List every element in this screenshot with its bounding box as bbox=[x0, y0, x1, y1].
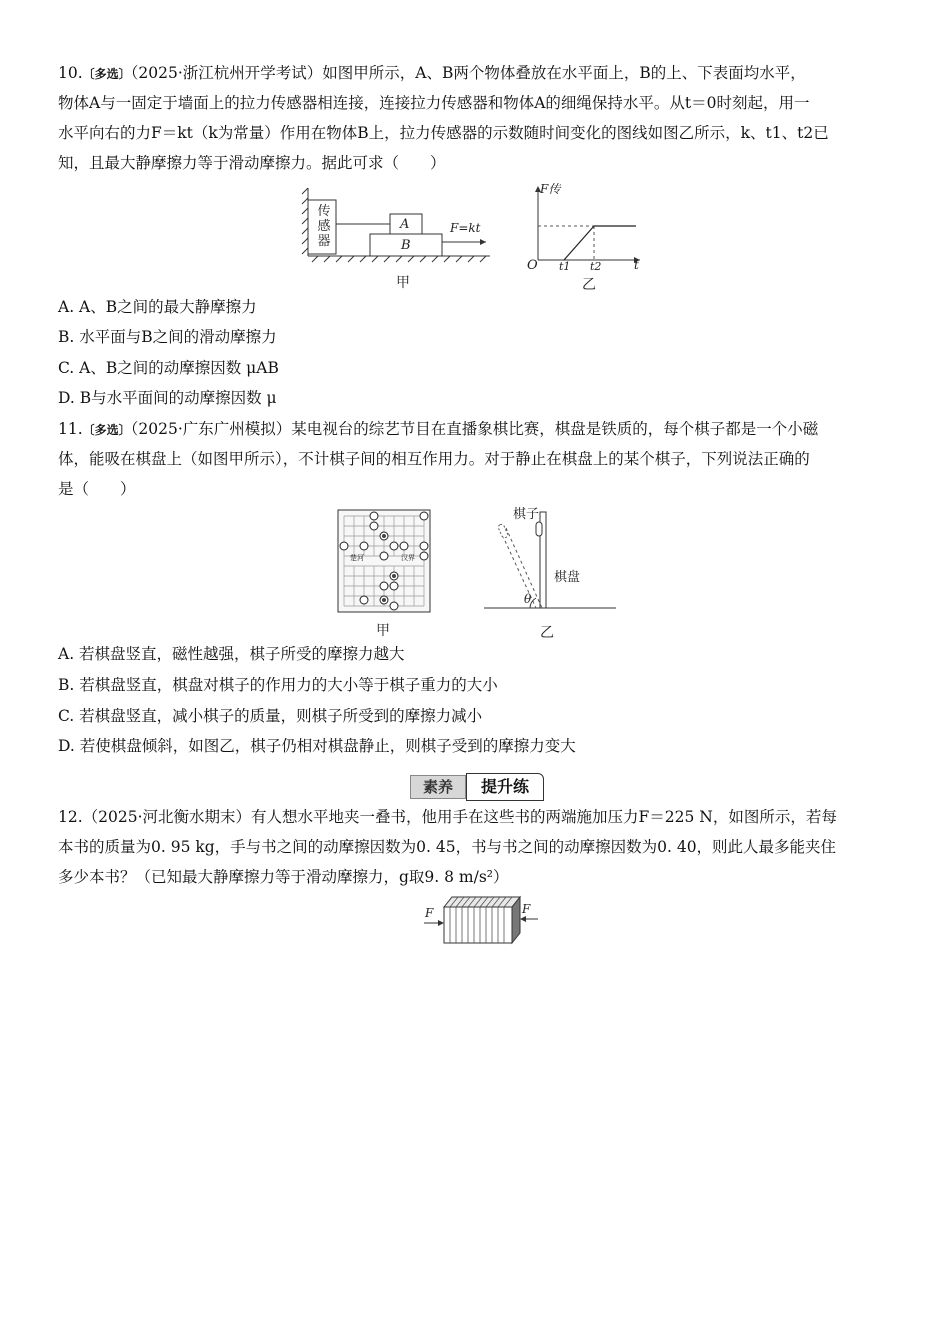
section-banner bbox=[410, 773, 545, 801]
banner-left-text: 素养 bbox=[410, 775, 466, 799]
q11-number: 11. bbox=[58, 420, 83, 438]
origin-label: O bbox=[527, 258, 538, 273]
q11-line-1 bbox=[58, 418, 818, 441]
chess-piece-side bbox=[536, 522, 542, 536]
tilted-piece bbox=[497, 523, 508, 538]
books-top bbox=[444, 897, 520, 907]
q10-option-a: A. A、B之间的最大静摩擦力 bbox=[58, 298, 257, 316]
piece-label: 棋子 bbox=[513, 507, 540, 522]
q10-tag: 〔多选〕 bbox=[82, 67, 131, 81]
q10-option-d: D. B与水平面间的动摩擦因数 μ bbox=[58, 389, 277, 407]
q11-figure-jia-chessboard bbox=[334, 508, 434, 616]
right-force-arrowhead bbox=[520, 916, 526, 922]
q10-line-4: 知，且最大静摩擦力等于滑动摩擦力。据此可求（ ） bbox=[58, 154, 446, 172]
q10-source: （2025·浙江杭州开学考试） bbox=[130, 64, 323, 82]
sensor-label: 传感器 bbox=[317, 204, 331, 249]
left-force-arrowhead bbox=[438, 920, 444, 926]
river-right-label: 汉界 bbox=[401, 554, 415, 562]
q10-line-2: 物体A与一固定于墙面上的拉力传感器相连接，连接拉力传感器和物体A的细绳保持水平。从t＝0时刻起，用一 bbox=[58, 94, 810, 112]
q11-line1-text: 某电视台的综艺节目在直播象棋比赛，棋盘是铁质的，每个棋子都是一个小磁 bbox=[291, 420, 819, 438]
angle-label: θ bbox=[524, 592, 532, 606]
block-b-label: B bbox=[401, 238, 411, 253]
q10-caption-yi: 乙 bbox=[582, 277, 596, 293]
rising-segment bbox=[564, 226, 594, 260]
block-a-label: A bbox=[400, 217, 410, 232]
t1-label: t1 bbox=[559, 260, 571, 273]
q10-option-b: B. 水平面与B之间的滑动摩擦力 bbox=[58, 328, 277, 346]
x-axis-label: t bbox=[634, 258, 639, 272]
q12-source: （2025·河北衡水期末） bbox=[82, 808, 252, 826]
force-left-label: F bbox=[425, 906, 434, 920]
q11-caption-yi: 乙 bbox=[540, 625, 554, 641]
force-right-label: F bbox=[522, 902, 531, 916]
board-label: 棋盘 bbox=[554, 570, 581, 585]
q11-option-c: C. 若棋盘竖直，减小棋子的质量，则棋子所受到的摩擦力减小 bbox=[58, 707, 483, 725]
q10-line-1 bbox=[58, 62, 806, 85]
q10-line1-text: 如图甲所示，A、B两个物体叠放在水平面上，B的上、下表面均水平， bbox=[322, 64, 806, 82]
force-arrowhead bbox=[480, 239, 486, 245]
q12-line-1 bbox=[58, 806, 837, 828]
q12-line-2: 本书的质量为0. 95 kg，手与书之间的动摩擦因数为0. 45，书与书之间的动摩擦因数为0. 40，则此人最多能夹住 bbox=[58, 838, 837, 856]
q11-option-a: A. 若棋盘竖直，磁性越强，棋子所受的摩擦力越大 bbox=[58, 645, 405, 663]
q12-number: 12. bbox=[58, 808, 83, 826]
q11-tag: 〔多选〕 bbox=[82, 423, 131, 437]
q12-line-3: 多少本书？（已知最大静摩擦力等于滑动摩擦力，g取9. 8 m/s²） bbox=[58, 868, 509, 886]
force-label: F=kt bbox=[450, 221, 481, 235]
y-axis-label: F传 bbox=[540, 182, 561, 196]
q11-option-b: B. 若棋盘竖直，棋盘对棋子的作用力的大小等于棋子重力的大小 bbox=[58, 676, 498, 694]
q10-caption-jia: 甲 bbox=[396, 275, 410, 291]
q10-number: 10. bbox=[58, 64, 83, 82]
banner-right-text: 提升练 bbox=[466, 773, 544, 801]
q11-source: （2025·广东广州模拟） bbox=[130, 420, 292, 438]
river-left-label: 楚河 bbox=[350, 554, 364, 562]
books-front bbox=[444, 907, 512, 943]
q11-line-3: 是（ ） bbox=[58, 480, 136, 498]
q11-caption-jia: 甲 bbox=[376, 623, 390, 639]
t2-label: t2 bbox=[590, 260, 602, 273]
q10-line-3: 水平向右的力F＝kt（k为常量）作用在物体B上，拉力传感器的示数随时间变化的图线如图乙所示，k、t1、t2已 bbox=[58, 124, 829, 142]
q11-option-d: D. 若使棋盘倾斜，如图乙，棋子仍相对棋盘静止，则棋子受到的摩擦力变大 bbox=[58, 737, 576, 755]
q11-figure-yi bbox=[482, 500, 622, 620]
q11-line-2: 体，能吸在棋盘上（如图甲所示），不计棋子间的相互作用力。对于静止在棋盘上的某个棋子，下列说法正确的 bbox=[58, 450, 810, 468]
q10-option-c: C. A、B之间的动摩擦因数 μAB bbox=[58, 359, 279, 377]
q12-line1-text: 有人想水平地夹一叠书，他用手在这些书的两端施加压力F＝225 N，如图所示，若每 bbox=[251, 808, 837, 826]
